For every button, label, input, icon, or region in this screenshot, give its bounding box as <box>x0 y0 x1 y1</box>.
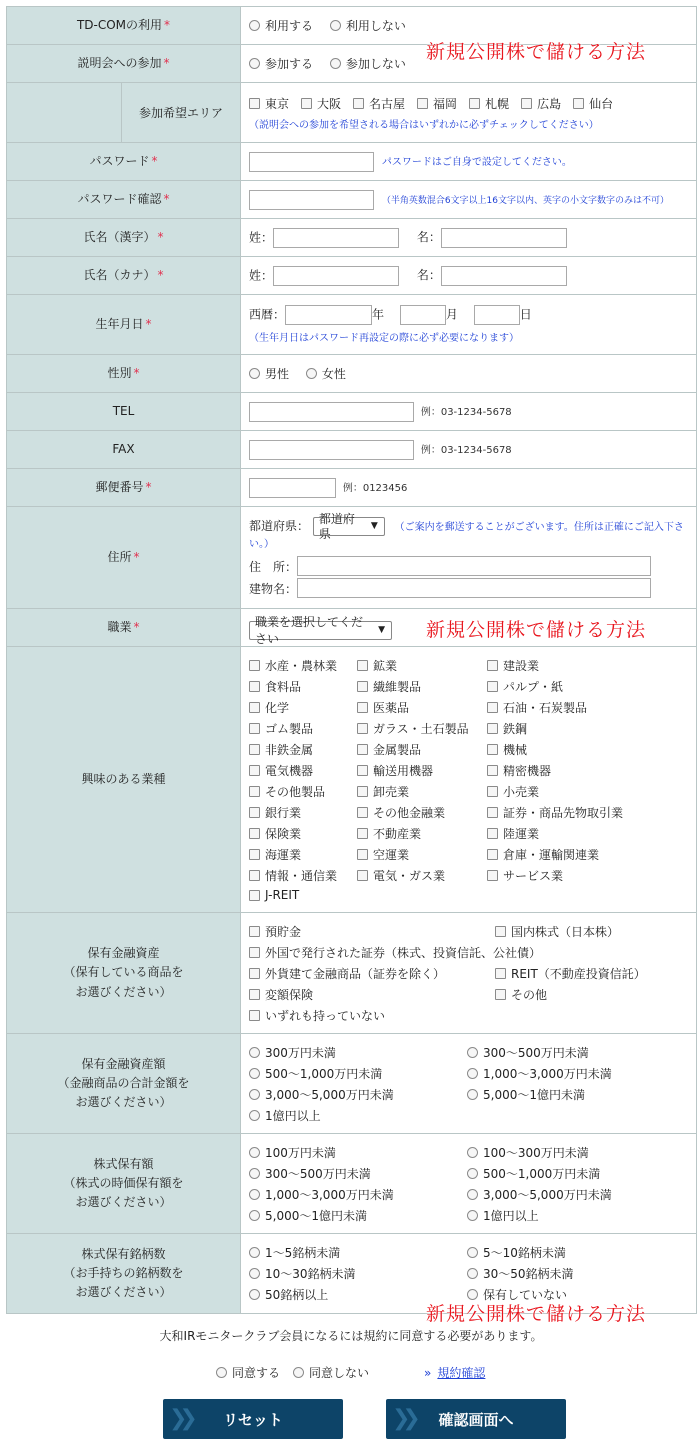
checkbox-icon[interactable] <box>487 765 498 776</box>
industry-option-label: 電気機器 <box>265 764 314 778</box>
terms-link[interactable]: 規約確認 <box>437 1366 486 1380</box>
industry-option[interactable] <box>249 846 344 863</box>
stock-amount-option-label: 3,000〜5,000万円未満 <box>483 1187 612 1202</box>
industry-option-label: 繊維製品 <box>373 680 422 694</box>
gender-options <box>241 355 697 393</box>
radio-icon[interactable] <box>467 1247 478 1258</box>
seminar-area-spacer <box>7 83 122 143</box>
area-hiroshima[interactable]: 広島 <box>521 95 561 112</box>
tdcom-label: TD-COMの利用 * <box>7 7 241 45</box>
checkbox-icon[interactable] <box>249 681 260 692</box>
industry-option[interactable] <box>487 762 674 779</box>
radio-icon[interactable] <box>249 1068 260 1079</box>
stock-amount-option-label: 1,000〜3,000万円未満 <box>265 1187 394 1202</box>
asset-amount-radio-grid <box>249 1044 688 1124</box>
industry-option[interactable] <box>357 762 474 779</box>
radio-icon[interactable] <box>467 1089 478 1100</box>
checkbox-icon[interactable] <box>249 849 260 860</box>
asset-deposit[interactable]: 預貯金 <box>249 923 482 940</box>
address-note: （ご案内を郵送することがございます。住所は正確にご記入下さい。） <box>249 522 684 550</box>
gender-radio-male[interactable]: 男性 <box>249 365 289 382</box>
checkbox-icon[interactable] <box>249 828 260 839</box>
industry-option-label: 小売業 <box>503 785 540 799</box>
stock-count-option-label: 50銘柄以上 <box>265 1288 329 1302</box>
industry-option[interactable] <box>357 657 474 674</box>
checkbox-icon[interactable] <box>357 765 368 776</box>
address-label: 住所 * <box>7 507 241 609</box>
asset-reit[interactable]: REIT（不動産投資信託） <box>495 965 682 982</box>
industry-option[interactable] <box>249 804 344 821</box>
checkbox-icon[interactable] <box>249 98 260 109</box>
industry-option-label: 輸送用機器 <box>373 764 434 778</box>
postal-example: 例：0123456 <box>342 483 408 494</box>
checkbox-icon[interactable] <box>487 723 498 734</box>
fax-cell <box>241 431 697 469</box>
industry-option-label: 海運業 <box>265 848 302 862</box>
postal-cell <box>241 469 697 507</box>
checkbox-icon[interactable] <box>249 890 260 901</box>
industries-cell <box>241 647 697 913</box>
dropdown-caret-icon: ▼ <box>370 521 378 531</box>
asset-other[interactable]: その他 <box>495 986 682 1003</box>
radio-icon[interactable] <box>249 1210 260 1221</box>
asset-amount-option-label: 300万円未満 <box>265 1045 336 1060</box>
building-label: 建物名： <box>249 581 298 596</box>
radio-icon[interactable] <box>306 368 317 379</box>
industry-option-label: 銀行業 <box>265 806 302 820</box>
industry-option[interactable] <box>357 678 474 695</box>
name-kanji-label: 氏名（漢字） * <box>7 219 241 257</box>
checkbox-icon[interactable] <box>495 968 506 979</box>
password-confirm-label: パスワード確認 * <box>7 181 241 219</box>
stock-amount-option-label: 300〜500万円未満 <box>265 1166 371 1181</box>
checkbox-icon[interactable] <box>487 660 498 671</box>
checkbox-icon[interactable] <box>487 849 498 860</box>
industry-option-label: 鉱業 <box>373 659 398 673</box>
stock-amount-option[interactable] <box>249 1186 454 1203</box>
day-unit: 日 <box>519 307 532 322</box>
mei-label: 名： <box>416 268 441 282</box>
radio-icon[interactable] <box>467 1068 478 1079</box>
tel-input[interactable] <box>249 402 414 422</box>
checkbox-icon[interactable] <box>495 989 506 1000</box>
asset-amount-option-label: 300〜500万円未満 <box>483 1045 589 1060</box>
radio-icon[interactable] <box>467 1047 478 1058</box>
stock-amount-option[interactable] <box>249 1144 454 1161</box>
industry-option-label: 非鉄金属 <box>265 743 314 757</box>
seminar-radio-nojoin[interactable]: 参加しない <box>330 55 406 72</box>
checkbox-icon[interactable] <box>249 1010 260 1021</box>
industry-option-label: 陸運業 <box>503 827 540 841</box>
name-kana-cell <box>241 257 697 295</box>
radio-icon[interactable] <box>249 58 260 69</box>
checkbox-icon[interactable] <box>353 98 364 109</box>
checkbox-icon[interactable] <box>249 702 260 713</box>
industry-option[interactable] <box>249 825 344 842</box>
postal-input[interactable] <box>249 478 336 498</box>
industry-option[interactable] <box>249 741 344 758</box>
password-label: パスワード * <box>7 143 241 181</box>
checkbox-icon[interactable] <box>487 744 498 755</box>
stock-count-option-label: 10〜30銘柄未満 <box>265 1267 356 1281</box>
industry-option[interactable] <box>357 783 474 800</box>
fax-example: 例：03-1234-5678 <box>420 445 512 456</box>
checkbox-icon[interactable] <box>249 765 260 776</box>
name-kana-mei-input[interactable] <box>441 266 567 286</box>
checkbox-icon[interactable] <box>487 786 498 797</box>
industry-option-label: 卸売業 <box>373 785 410 799</box>
industry-option-label: 情報・通信業 <box>265 869 338 883</box>
industry-option-label: 石油・石炭製品 <box>503 701 588 715</box>
asset-foreign-currency[interactable]: 外貨建て金融商品（証券を除く） <box>249 965 482 982</box>
password-confirm-cell <box>241 181 697 219</box>
area-osaka[interactable]: 大阪 <box>301 95 341 112</box>
tdcom-radio-use[interactable]: 利用する <box>249 17 313 34</box>
radio-icon[interactable] <box>293 1367 304 1378</box>
industry-option[interactable] <box>249 888 344 902</box>
addr-label: 住 所： <box>249 559 298 574</box>
radio-icon[interactable] <box>249 1047 260 1058</box>
occupation-label: 職業 * <box>7 609 241 647</box>
seminar-area-note: （説明会への参加を希望される場合はいずれかに必ずチェックしてください） <box>249 119 599 131</box>
tel-cell <box>241 393 697 431</box>
area-tokyo[interactable]: 東京 <box>249 95 289 112</box>
checkbox-icon[interactable] <box>357 744 368 755</box>
industry-option[interactable] <box>249 678 344 695</box>
checkbox-icon[interactable] <box>487 681 498 692</box>
checkbox-icon[interactable] <box>487 807 498 818</box>
radio-icon[interactable] <box>216 1367 227 1378</box>
stock-count-option[interactable] <box>249 1286 454 1303</box>
stock-amount-option-label: 100〜300万円未満 <box>483 1145 589 1160</box>
asset-amount-option[interactable] <box>249 1086 454 1103</box>
industry-option-label: 証券・商品先物取引業 <box>503 806 624 820</box>
asset-amount-option-label: 5,000〜1億円未満 <box>483 1087 585 1102</box>
industry-option[interactable] <box>487 867 674 884</box>
stock-amount-option[interactable] <box>249 1165 454 1182</box>
agree-radio-no[interactable]: 同意しない <box>293 1364 369 1381</box>
password-input[interactable] <box>249 152 374 172</box>
industry-option-label: 倉庫・運輸関連業 <box>503 848 600 862</box>
password-confirm-note: （半角英数混合6文字以上16文字以内、英字の小文字数字のみは不可） <box>381 196 670 206</box>
checkbox-icon[interactable] <box>249 660 260 671</box>
stock-amount-label: 株式保有額 （株式の時価保有額を お選びください） <box>7 1134 241 1234</box>
seminar-label: 説明会への参加 * <box>7 45 241 83</box>
password-note: パスワードはご自身で設定してください。 <box>381 157 572 168</box>
stock-count-option-label: 5〜10銘柄未満 <box>483 1246 566 1260</box>
address-input[interactable] <box>297 556 651 576</box>
asset-amount-option[interactable] <box>467 1086 654 1103</box>
industry-option[interactable] <box>249 720 344 737</box>
stock-count-option[interactable] <box>249 1265 454 1282</box>
asset-amount-option-label: 1,000〜3,000万円未満 <box>483 1066 612 1081</box>
asset-amount-option[interactable] <box>249 1044 454 1061</box>
industry-option-label: 食料品 <box>265 680 302 694</box>
radio-icon[interactable] <box>467 1147 478 1158</box>
radio-icon[interactable] <box>249 1289 260 1300</box>
checkbox-icon[interactable] <box>487 870 498 881</box>
checkbox-icon[interactable] <box>495 926 506 937</box>
radio-icon[interactable] <box>249 1168 260 1179</box>
checkbox-icon[interactable] <box>249 926 260 937</box>
fax-label: FAX <box>7 431 241 469</box>
industry-option-label: 電気・ガス業 <box>373 869 446 883</box>
industry-option[interactable] <box>249 783 344 800</box>
double-chevron-icon: ❯❯ <box>392 1406 413 1431</box>
industry-option[interactable] <box>357 867 474 884</box>
password-cell <box>241 143 697 181</box>
area-sendai[interactable]: 仙台 <box>573 95 613 112</box>
stock-amount-option-label: 5,000〜1億円未満 <box>265 1208 367 1223</box>
industry-option[interactable] <box>357 699 474 716</box>
name-kanji-sei-input[interactable] <box>273 228 399 248</box>
industry-option-label: その他製品 <box>265 785 326 799</box>
checkbox-icon[interactable] <box>487 702 498 713</box>
confirm-button[interactable]: ❯❯ 確認画面へ <box>386 1399 566 1439</box>
radio-icon[interactable] <box>249 1247 260 1258</box>
checkbox-icon[interactable] <box>249 989 260 1000</box>
industry-option[interactable] <box>357 804 474 821</box>
stock-amount-option[interactable] <box>467 1207 654 1224</box>
checkbox-icon[interactable] <box>249 968 260 979</box>
seminar-area-options <box>241 83 697 143</box>
checkbox-icon[interactable] <box>573 98 584 109</box>
tdcom-radio-nouse[interactable]: 利用しない <box>330 17 406 34</box>
stock-count-option[interactable] <box>467 1244 654 1261</box>
radio-icon[interactable] <box>467 1168 478 1179</box>
year-unit: 年 <box>372 307 385 322</box>
asset-amount-option-label: 1億円以上 <box>265 1108 321 1123</box>
building-input[interactable] <box>297 578 651 598</box>
industry-option[interactable] <box>487 783 674 800</box>
radio-icon[interactable] <box>249 1089 260 1100</box>
registration-form <box>6 6 697 1314</box>
radio-icon[interactable] <box>249 1189 260 1200</box>
checkbox-icon[interactable] <box>357 660 368 671</box>
checkbox-icon[interactable] <box>357 702 368 713</box>
fax-input[interactable] <box>249 440 414 460</box>
asset-amount-option[interactable] <box>249 1107 454 1124</box>
watermark-text: 新規公開株で儲ける方法 <box>426 1303 647 1325</box>
industry-option[interactable] <box>487 741 674 758</box>
area-fukuoka[interactable]: 福岡 <box>417 95 457 112</box>
industry-option-label: 空運業 <box>373 848 410 862</box>
radio-icon[interactable] <box>330 20 341 31</box>
mei-label: 名： <box>416 230 441 244</box>
industry-option[interactable] <box>487 720 674 737</box>
industry-option-label: 化学 <box>265 701 290 715</box>
radio-icon[interactable] <box>330 58 341 69</box>
stock-count-option-label: 保有していない <box>483 1288 568 1302</box>
checkbox-icon[interactable] <box>249 723 260 734</box>
checkbox-icon[interactable] <box>357 870 368 881</box>
checkbox-icon[interactable] <box>357 807 368 818</box>
name-kana-sei-input[interactable] <box>273 266 399 286</box>
assets-label: 保有金融資産 （保有している商品を お選びください） <box>7 913 241 1034</box>
industry-option[interactable] <box>357 846 474 863</box>
checkbox-icon[interactable] <box>357 786 368 797</box>
asset-domestic-stock[interactable]: 国内株式（日本株） <box>495 923 682 940</box>
asset-amount-option-label: 500〜1,000万円未満 <box>265 1066 383 1081</box>
checkbox-icon[interactable] <box>249 947 260 958</box>
industry-option-label: 水産・農林業 <box>265 659 338 673</box>
checkbox-icon[interactable] <box>357 723 368 734</box>
stock-count-option[interactable] <box>467 1265 654 1282</box>
asset-amount-label: 保有金融資産額 （金融商品の合計金額を お選びください） <box>7 1034 241 1134</box>
industry-option[interactable] <box>249 762 344 779</box>
industry-option[interactable] <box>357 825 474 842</box>
assets-cell <box>241 913 697 1034</box>
industry-option[interactable] <box>249 867 344 884</box>
birth-month-input[interactable] <box>400 305 446 325</box>
industry-option[interactable] <box>357 720 474 737</box>
agreement-section <box>6 1311 696 1448</box>
asset-amount-option[interactable] <box>467 1065 654 1082</box>
stock-count-option-label: 30〜50銘柄未満 <box>483 1267 574 1281</box>
stock-amount-option-label: 100万円未満 <box>265 1145 336 1160</box>
stock-count-option[interactable] <box>249 1244 454 1261</box>
industry-option-label: パルプ・紙 <box>503 680 564 694</box>
industry-option[interactable] <box>487 657 674 674</box>
area-nagoya[interactable]: 名古屋 <box>353 95 405 112</box>
industry-option[interactable] <box>487 825 674 842</box>
dropdown-caret-icon: ▼ <box>378 625 385 636</box>
sei-label: 姓： <box>249 230 274 244</box>
checkbox-icon[interactable] <box>249 786 260 797</box>
birthdate-label: 生年月日 * <box>7 295 241 355</box>
sei-label: 姓： <box>249 268 274 282</box>
checkbox-icon[interactable] <box>357 849 368 860</box>
area-sapporo[interactable]: 札幌 <box>469 95 509 112</box>
checkbox-icon[interactable] <box>301 98 312 109</box>
industry-option-label: 医薬品 <box>373 701 410 715</box>
checkbox-icon[interactable] <box>487 828 498 839</box>
name-kanji-cell <box>241 219 697 257</box>
gender-label: 性別 * <box>7 355 241 393</box>
stock-amount-option[interactable] <box>467 1165 654 1182</box>
name-kana-label: 氏名（カナ） * <box>7 257 241 295</box>
checkbox-icon[interactable] <box>417 98 428 109</box>
reset-button[interactable]: ❯❯ リセット <box>163 1399 343 1439</box>
radio-icon[interactable] <box>249 1110 260 1121</box>
stock-count-label: 株式保有銘柄数 （お手持ちの銘柄数を お選びください） <box>7 1234 241 1314</box>
industry-option-label: サービス業 <box>503 869 564 883</box>
industry-option[interactable] <box>487 846 674 863</box>
birthdate-cell <box>241 295 697 355</box>
tel-example: 例：03-1234-5678 <box>420 407 512 418</box>
radio-icon[interactable] <box>467 1268 478 1279</box>
watermark-text: 新規公開株で儲ける方法 <box>426 41 647 63</box>
seminar-area-label: 参加希望エリア <box>122 83 241 143</box>
industry-option[interactable] <box>487 699 674 716</box>
checkbox-icon[interactable] <box>249 744 260 755</box>
month-unit: 月 <box>445 307 458 322</box>
industry-option-label: 不動産業 <box>373 827 422 841</box>
birth-year-input[interactable] <box>285 305 372 325</box>
password-confirm-input[interactable] <box>249 190 374 210</box>
industry-option[interactable] <box>357 741 474 758</box>
radio-icon[interactable] <box>467 1210 478 1221</box>
pref-label: 都道府県： <box>249 519 310 533</box>
stock-amount-radio-grid <box>249 1144 688 1224</box>
asset-amount-option[interactable] <box>249 1065 454 1082</box>
gender-radio-female[interactable]: 女性 <box>306 365 346 382</box>
industry-option-label: その他金融業 <box>373 806 446 820</box>
asset-variable-insurance[interactable]: 変額保険 <box>249 986 482 1003</box>
address-cell <box>241 507 697 609</box>
radio-icon[interactable] <box>249 1147 260 1158</box>
era-label: 西暦： <box>249 307 286 322</box>
asset-amount-cell <box>241 1034 697 1134</box>
industry-option-label: 精密機器 <box>503 764 552 778</box>
prefecture-select[interactable]: 都道府県 ▼ <box>313 517 385 536</box>
checkbox-icon[interactable] <box>249 870 260 881</box>
occupation-select[interactable]: 職業を選択してください ▼ <box>249 621 392 640</box>
agreement-text: 大和IRモニタークラブ会員になるには規約に同意する必要があります。 <box>159 1329 543 1343</box>
name-kanji-mei-input[interactable] <box>441 228 567 248</box>
postal-label: 郵便番号 * <box>7 469 241 507</box>
industry-option-label: 鉄鋼 <box>503 722 528 736</box>
industry-option-label: J-REIT <box>265 888 300 902</box>
stock-amount-option[interactable] <box>249 1207 454 1224</box>
asset-foreign-securities[interactable]: 外国で発行された証券（株式、投資信託、公社債） <box>249 944 682 961</box>
industry-option-label: 金属製品 <box>373 743 422 757</box>
industry-option-label: 建設業 <box>503 659 540 673</box>
checkbox-icon[interactable] <box>521 98 532 109</box>
asset-amount-option[interactable] <box>467 1044 654 1061</box>
checkbox-icon[interactable] <box>357 828 368 839</box>
link-arrow-icon: » <box>424 1365 432 1380</box>
stock-amount-option[interactable] <box>467 1144 654 1161</box>
radio-icon[interactable] <box>249 1268 260 1279</box>
stock-amount-option[interactable] <box>467 1186 654 1203</box>
industry-option[interactable] <box>249 699 344 716</box>
tel-label: TEL <box>7 393 241 431</box>
radio-icon[interactable] <box>467 1189 478 1200</box>
industry-option[interactable] <box>487 678 674 695</box>
agree-radio-yes[interactable]: 同意する <box>216 1364 280 1381</box>
stock-amount-option-label: 500〜1,000万円未満 <box>483 1166 601 1181</box>
radio-icon[interactable] <box>249 368 260 379</box>
industry-option-label: ガラス・土石製品 <box>373 722 469 736</box>
asset-amount-option-label: 3,000〜5,000万円未満 <box>265 1087 394 1102</box>
industries-label: 興味のある業種 <box>7 647 241 913</box>
industry-option[interactable] <box>249 657 344 674</box>
stock-count-radio-grid <box>249 1244 688 1303</box>
industry-option-label: 保険業 <box>265 827 302 841</box>
birthdate-note: （生年月日はパスワード再設定の際に必ず必要になります） <box>249 333 519 344</box>
industry-option-label: 機械 <box>503 743 528 757</box>
stock-amount-cell <box>241 1134 697 1234</box>
birth-day-input[interactable] <box>474 305 520 325</box>
checkbox-icon[interactable] <box>249 807 260 818</box>
checkbox-icon[interactable] <box>469 98 480 109</box>
radio-icon[interactable] <box>249 20 260 31</box>
industry-option-label: ゴム製品 <box>265 722 314 736</box>
industry-checkbox-grid <box>249 657 688 902</box>
double-chevron-icon: ❯❯ <box>169 1406 190 1431</box>
stock-count-option-label: 1〜5銘柄未満 <box>265 1246 341 1260</box>
seminar-radio-join[interactable]: 参加する <box>249 55 313 72</box>
watermark-text: 新規公開株で儲ける方法 <box>426 619 647 641</box>
asset-none[interactable]: いずれも持っていない <box>249 1007 682 1024</box>
stock-amount-option-label: 1億円以上 <box>483 1208 539 1223</box>
industry-option[interactable] <box>487 804 674 821</box>
checkbox-icon[interactable] <box>357 681 368 692</box>
